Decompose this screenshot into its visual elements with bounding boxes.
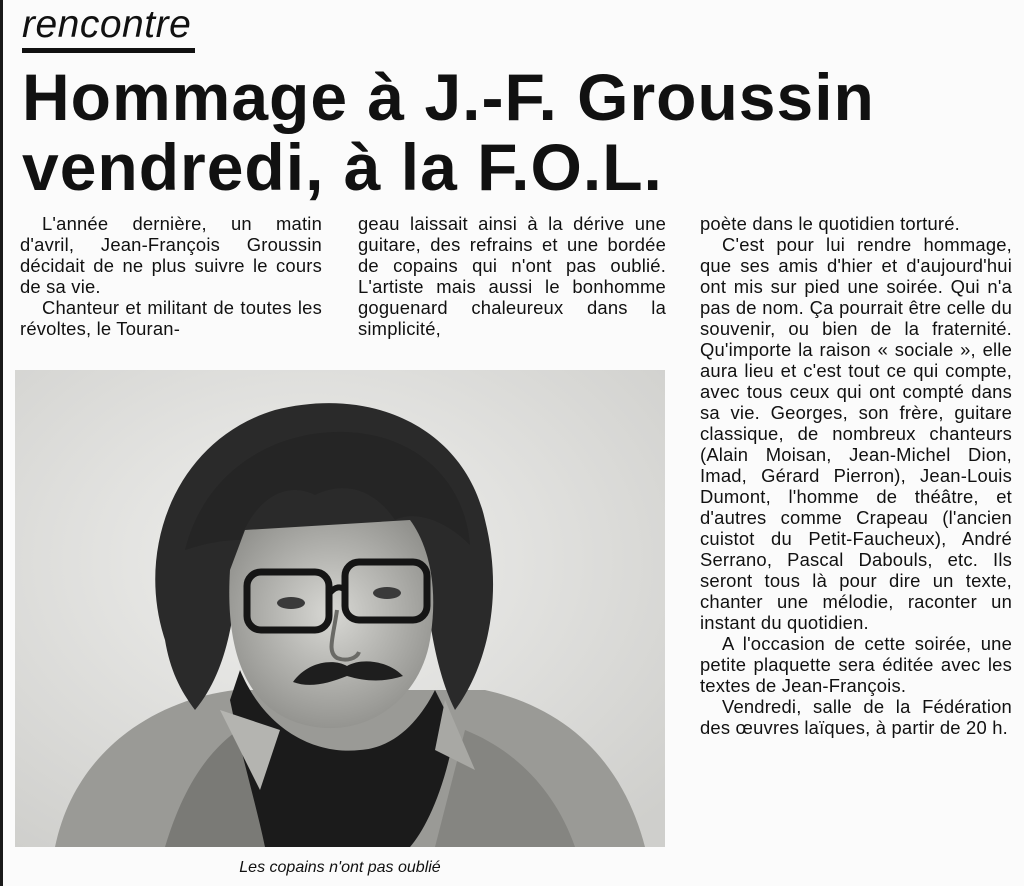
headline-line-1: Hommage à J.-F. Groussin: [22, 60, 875, 134]
paragraph: A l'occasion de cette soirée, une petite plaquette sera éditée avec les textes de Jean-François.: [700, 633, 1012, 696]
article-column-1: [20, 213, 322, 339]
paragraph: C'est pour lui rendre hommage, que ses amis d'hier et d'aujourd'hui ont mis sur pied une soirée. Qui n'a pas de nom. Ça pourrait être celle du souvenir, ou bien de la fraternité. Qu'importe la raison « sociale », elle aura lieu et c'est tout ce qui compte, avec tous ceux qui ont compté dans sa vie. Georges, son frère, guitare classique, de nombreux chanteurs (Alain Moisan, Jean-Michel Dion, Imad, Gérard Pierron), Jean-Louis Dumont, l'homme de théâtre, et d'autres comme Crapeau (l'ancien cuistot du Petit-Faucheux), André Serrano, Pascal Dabouls, etc. Ils seront tous là pour dire un texte, chanter une mélodie, raconter un instant du quotidien.: [700, 234, 1012, 633]
article-column-2: [358, 213, 666, 339]
paragraph: L'année dernière, un matin d'avril, Jean-François Groussin décidait de ne plus suivre le cours de sa vie.: [20, 213, 322, 297]
paragraph: Vendredi, salle de la Fédération des œuvres laïques, à partir de 20 h.: [700, 696, 1012, 738]
headline: [22, 62, 1002, 202]
paragraph: poète dans le quotidien torturé.: [700, 213, 960, 234]
page-edge-rule: [0, 0, 3, 886]
portrait-illustration: [15, 370, 665, 847]
headline-line-2: vendredi, à la F.O.L.: [22, 130, 663, 204]
article-column-3: [700, 213, 1012, 738]
photo-caption: Les copains n'ont pas oublié: [239, 859, 441, 876]
paragraph: geau laissait ainsi à la dérive une guitare, des refrains et une bordée de copains qui n'ont pas oublié. L'artiste mais aussi le bonhomme goguenard chaleureux dans la simplicité,: [358, 213, 666, 339]
section-kicker: rencontre: [22, 2, 195, 53]
portrait-photo: [15, 370, 665, 847]
paragraph: Chanteur et militant de toutes les révoltes, le Touran-: [20, 297, 322, 339]
